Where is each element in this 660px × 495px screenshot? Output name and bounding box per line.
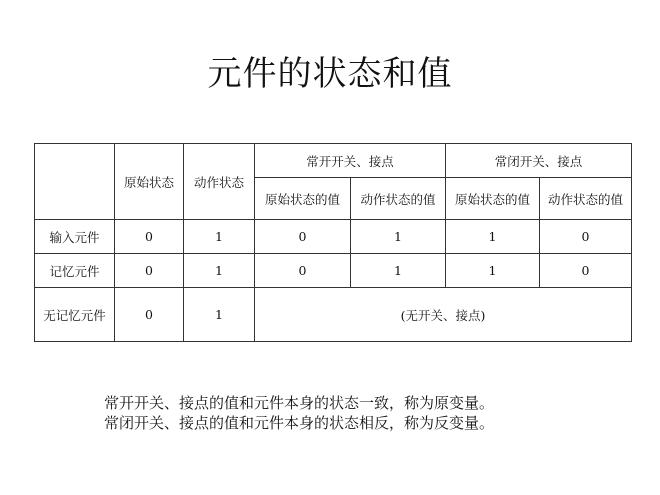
explanation-notes <box>104 393 494 433</box>
cell-action: 1 <box>184 288 255 342</box>
cell-no-original: 0 <box>255 220 351 254</box>
table-row <box>35 254 632 288</box>
header-nc-action-value: 动作状态的值 <box>540 178 632 220</box>
note-normally-closed: 常闭开关、接点的值和元件本身的状态相反，称为反变量。 <box>104 414 495 432</box>
header-nc-original-value: 原始状态的值 <box>446 178 540 220</box>
header-corner-cell <box>35 144 115 220</box>
table-row <box>35 220 632 254</box>
header-normally-closed-group: 常闭开关、接点 <box>446 144 632 178</box>
cell-original: 0 <box>115 220 184 254</box>
cell-action: 1 <box>184 254 255 288</box>
table-row <box>35 288 632 342</box>
cell-original: 0 <box>115 254 184 288</box>
table-header-row <box>35 144 632 178</box>
header-no-action-value: 动作状态的值 <box>351 178 446 220</box>
cell-nc-original: 1 <box>446 220 540 254</box>
header-no-original-value: 原始状态的值 <box>255 178 351 220</box>
component-state-table <box>34 143 632 342</box>
cell-nc-action: 0 <box>540 254 632 288</box>
row-label: 输入元件 <box>35 220 115 254</box>
cell-no-action: 1 <box>351 220 446 254</box>
row-label: 记忆元件 <box>35 254 115 288</box>
row-label: 无记忆元件 <box>35 288 115 342</box>
cell-no-action: 1 <box>351 254 446 288</box>
slide-title: 元件的状态和值 <box>207 54 453 94</box>
header-normally-open-group: 常开开关、接点 <box>255 144 446 178</box>
cell-no-original: 0 <box>255 254 351 288</box>
cell-original: 0 <box>115 288 184 342</box>
note-normally-open: 常开开关、接点的值和元件本身的状态一致，称为原变量。 <box>104 394 495 412</box>
header-original-state: 原始状态 <box>115 144 184 220</box>
header-action-state: 动作状态 <box>184 144 255 220</box>
cell-action: 1 <box>184 220 255 254</box>
cell-nc-action: 0 <box>540 220 632 254</box>
cell-no-contacts-note: (无开关、接点) <box>255 288 632 342</box>
cell-nc-original: 1 <box>446 254 540 288</box>
